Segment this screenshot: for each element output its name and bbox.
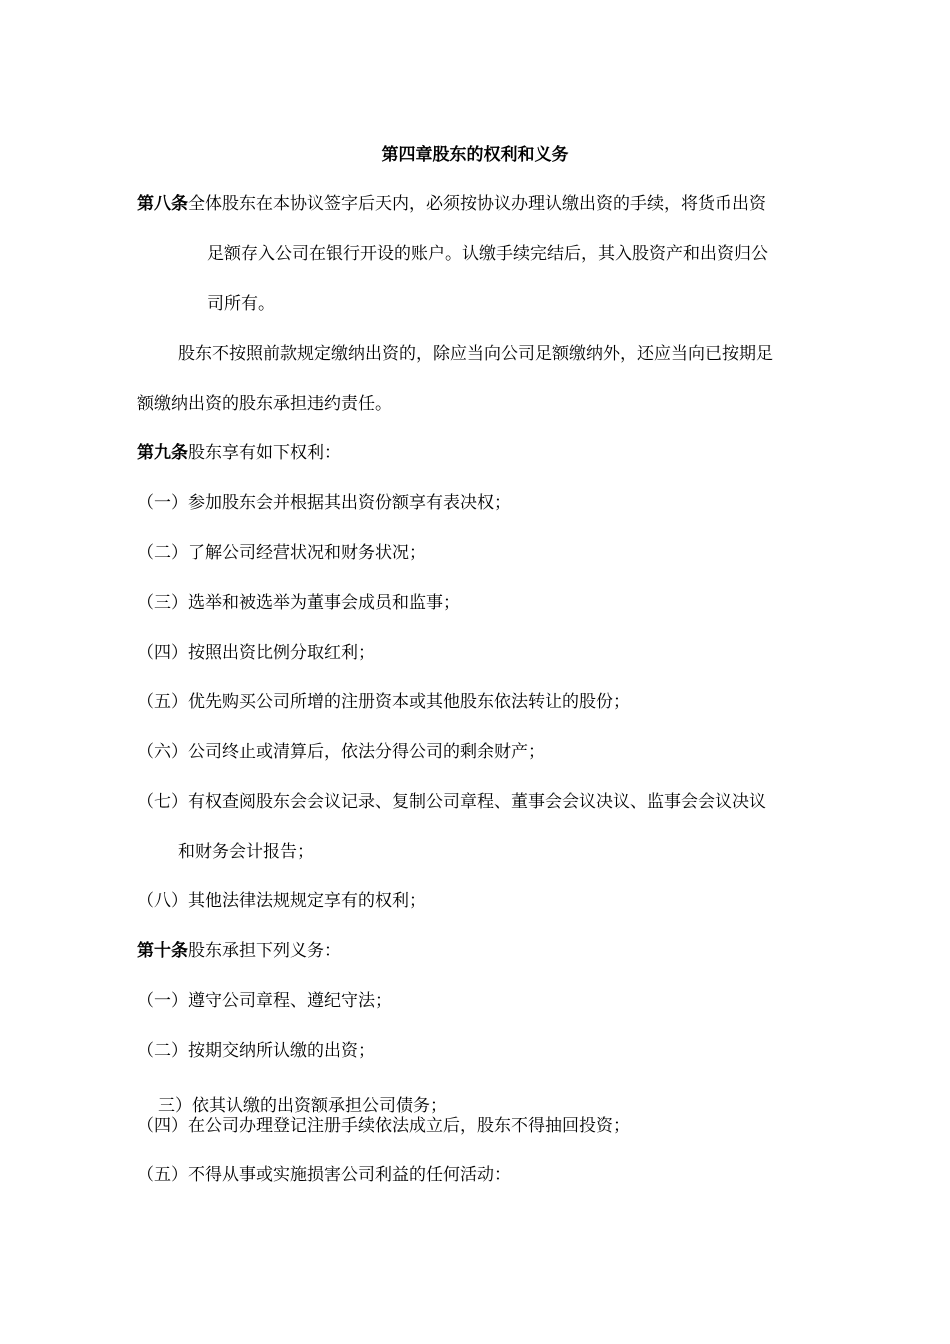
- article-9-intro: 股东享有如下权利：: [188, 443, 341, 463]
- article-8-line-2: 足额存入公司在银行开设的账户。认缴手续完结后，其入股资产和出资归公: [207, 244, 768, 264]
- article-10-label: 第十条: [137, 941, 188, 961]
- article-8-line-1: [137, 193, 766, 215]
- article-9-item: （四）按照出资比例分取红利；: [137, 643, 375, 663]
- article-10-item: （一）遵守公司章程、遵纪守法；: [137, 991, 392, 1011]
- article-10-intro: 股东承担下列义务：: [188, 941, 341, 961]
- article-9-item: （二）了解公司经营状况和财务状况；: [137, 543, 426, 563]
- article-9-heading: [137, 442, 341, 464]
- article-9-item: （六）公司终止或清算后，依法分得公司的剩余财产；: [137, 742, 545, 762]
- article-9-item: （一）参加股东会并根据其出资份额享有表决权；: [137, 493, 511, 513]
- default-paragraph-line-2: 额缴纳出资的股东承担违约责任。: [137, 394, 392, 414]
- article-10-item: （五）不得从事或实施损害公司利益的任何活动：: [137, 1165, 511, 1185]
- article-8-line-3: 司所有。: [207, 294, 275, 314]
- article-8-text-1: 全体股东在本协议签字后天内，必须按协议办理认缴出资的手续，将货币出资: [188, 194, 766, 214]
- article-10-item: （二）按期交纳所认缴的出资；: [137, 1041, 375, 1061]
- article-9-item-continuation: 和财务会计报告；: [178, 842, 314, 862]
- article-10-heading: [137, 940, 341, 962]
- article-10-item: （四）在公司办理登记注册手续依法成立后，股东不得抽回投资；: [137, 1116, 630, 1136]
- default-paragraph-line-1: 股东不按照前款规定缴纳出资的，除应当向公司足额缴纳外，还应当向已按期足: [178, 344, 773, 364]
- article-10-item: 三）依其认缴的出资额承担公司债务；: [158, 1096, 447, 1116]
- article-9-item: （三）选举和被选举为董事会成员和监事；: [137, 593, 460, 613]
- article-8-label: 第八条: [137, 194, 188, 214]
- article-9-label: 第九条: [137, 443, 188, 463]
- article-9-item: （五）优先购买公司所增的注册资本或其他股东依法转让的股份；: [137, 692, 630, 712]
- article-9-item: （七）有权查阅股东会会议记录、复制公司章程、董事会会议决议、监事会会议决议: [137, 792, 766, 812]
- article-9-item: （八）其他法律法规规定享有的权利；: [137, 891, 426, 911]
- chapter-title: 第四章股东的权利和义务: [381, 145, 569, 165]
